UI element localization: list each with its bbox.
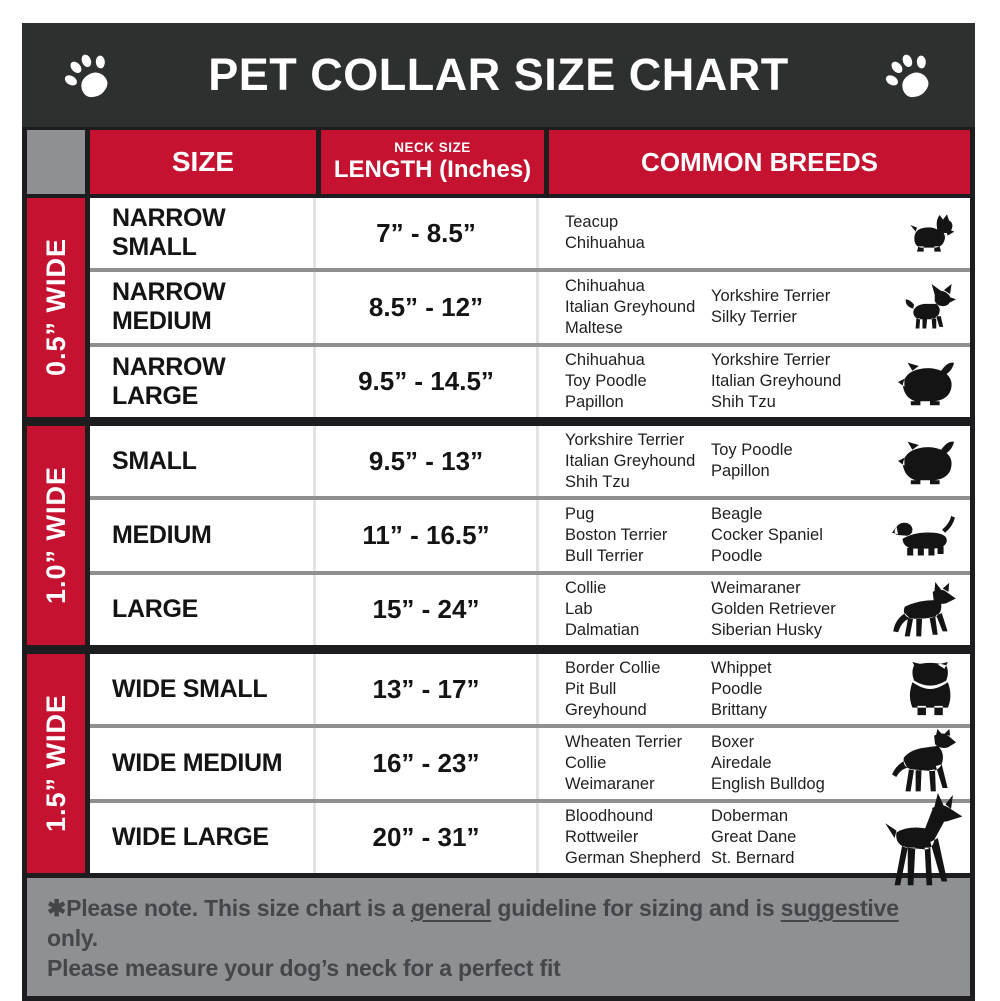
shih-tzu-icon bbox=[898, 437, 956, 485]
size-cell: SMALL bbox=[90, 426, 316, 496]
breeds-cell bbox=[539, 575, 970, 645]
width-band-label: 1.5” WIDE bbox=[40, 694, 71, 833]
neck-size-label: NECK SIZE bbox=[394, 140, 471, 155]
breed-name: Boston Terrier bbox=[565, 525, 668, 544]
width-band-label: 1.0” WIDE bbox=[40, 466, 71, 605]
width-band bbox=[27, 654, 85, 873]
page-title: PET COLLAR SIZE CHART bbox=[208, 49, 789, 100]
breed-name: Beagle bbox=[711, 504, 763, 523]
group-rows bbox=[90, 198, 970, 417]
neck-length-cell: 7” - 8.5” bbox=[316, 198, 539, 268]
breed-name: Siberian Husky bbox=[711, 621, 822, 640]
breed-name: Bull Terrier bbox=[565, 546, 644, 565]
breeds-cell bbox=[539, 500, 970, 570]
size-cell: WIDE LARGE bbox=[90, 803, 316, 873]
breeds-cell bbox=[539, 654, 970, 724]
bulldog-icon bbox=[904, 662, 956, 716]
neck-length-cell: 9.5” - 14.5” bbox=[316, 347, 539, 417]
breed-name: Papillon bbox=[711, 462, 770, 481]
neck-length-cell: 8.5” - 12” bbox=[316, 272, 539, 342]
size-cell: WIDE MEDIUM bbox=[90, 728, 316, 798]
yorkshire-terrier-icon bbox=[909, 213, 956, 253]
breed-name: Weimaraner bbox=[565, 774, 655, 793]
breed-name: Collie bbox=[565, 579, 607, 598]
breed-name: Teacup bbox=[565, 213, 619, 232]
breed-name: Pug bbox=[565, 504, 595, 523]
breed-name: Chihuahua bbox=[565, 276, 645, 295]
size-cell: WIDE SMALL bbox=[90, 654, 316, 724]
breed-name: Maltese bbox=[565, 318, 623, 337]
breeds-list-left bbox=[565, 212, 711, 254]
column-header-neck-size bbox=[321, 130, 544, 194]
breed-name: Shih Tzu bbox=[711, 393, 776, 412]
breeds-cell bbox=[539, 272, 970, 342]
breed-name: Silky Terrier bbox=[711, 308, 797, 327]
breed-name: Toy Poodle bbox=[565, 372, 647, 391]
breed-name: Poodle bbox=[711, 546, 763, 565]
size-chart-sheet bbox=[22, 23, 975, 1001]
breed-name: Yorkshire Terrier bbox=[711, 287, 831, 306]
table-row bbox=[90, 654, 970, 724]
breed-name: German Shepherd bbox=[565, 849, 701, 868]
breed-name: Shih Tzu bbox=[565, 472, 630, 491]
breed-name: Italian Greyhound bbox=[565, 297, 696, 316]
underlined-word: suggestive bbox=[780, 895, 899, 921]
width-group bbox=[27, 198, 970, 417]
pit-bull-icon bbox=[887, 729, 956, 793]
breed-name: Yorkshire Terrier bbox=[565, 430, 685, 449]
breed-name: Poodle bbox=[711, 679, 763, 698]
neck-length-cell: 13” - 17” bbox=[316, 654, 539, 724]
neck-length-cell: 9.5” - 13” bbox=[316, 426, 539, 496]
breed-name: Cocker Spaniel bbox=[711, 525, 823, 544]
breeds-list-left bbox=[565, 350, 711, 413]
breed-name: Italian Greyhound bbox=[565, 451, 696, 470]
breed-name: English Bulldog bbox=[711, 774, 825, 793]
breed-name: Border Collie bbox=[565, 658, 661, 677]
paw-print-icon bbox=[60, 47, 116, 103]
column-header-size: SIZE bbox=[90, 130, 316, 194]
table-row bbox=[90, 272, 970, 342]
group-rows bbox=[90, 654, 970, 873]
table-row bbox=[90, 803, 970, 873]
breed-name: Lab bbox=[565, 600, 593, 619]
footer-note bbox=[27, 878, 970, 996]
breed-name: Weimaraner bbox=[711, 579, 801, 598]
chihuahua-icon bbox=[901, 284, 956, 330]
breeds-cell bbox=[539, 803, 970, 873]
table-row bbox=[90, 426, 970, 496]
neck-length-cell: 15” - 24” bbox=[316, 575, 539, 645]
breed-name: Bloodhound bbox=[565, 807, 654, 826]
breed-name: Pit Bull bbox=[565, 679, 617, 698]
breed-name: Dalmatian bbox=[565, 621, 640, 640]
width-group bbox=[27, 654, 970, 873]
title-bar bbox=[22, 23, 975, 127]
size-cell: LARGE bbox=[90, 575, 316, 645]
width-band bbox=[27, 198, 85, 417]
table-row bbox=[90, 728, 970, 798]
breeds-list-left bbox=[565, 276, 711, 339]
breed-name: Chihuahua bbox=[565, 234, 645, 253]
breeds-list-left bbox=[565, 578, 711, 641]
footer-note-line2: Please measure your dog’s neck for a perfect fit bbox=[47, 955, 561, 981]
table-row bbox=[90, 198, 970, 268]
paw-print-icon bbox=[881, 47, 937, 103]
breed-name: Doberman bbox=[711, 807, 789, 826]
table-header-row bbox=[27, 130, 970, 194]
breed-name: Yorkshire Terrier bbox=[711, 351, 831, 370]
breed-name: Brittany bbox=[711, 700, 767, 719]
breed-name: Chihuahua bbox=[565, 351, 645, 370]
breeds-list-left bbox=[565, 806, 711, 869]
breed-name: Whippet bbox=[711, 658, 772, 677]
breeds-cell bbox=[539, 347, 970, 417]
breeds-list-left bbox=[565, 732, 711, 795]
width-band-label: 0.5” WIDE bbox=[40, 238, 71, 377]
width-group bbox=[27, 426, 970, 645]
breeds-list-left bbox=[565, 504, 711, 567]
table-row bbox=[90, 500, 970, 570]
table-row bbox=[90, 575, 970, 645]
doberman-icon bbox=[872, 793, 962, 889]
size-cell: NARROW SMALL bbox=[90, 198, 316, 268]
underlined-word: general bbox=[410, 895, 492, 921]
breeds-list-left bbox=[565, 430, 711, 493]
breeds-cell bbox=[539, 198, 970, 268]
neck-length-cell: 16” - 23” bbox=[316, 728, 539, 798]
breeds-cell bbox=[539, 728, 970, 798]
neck-length-cell: 20” - 31” bbox=[316, 803, 539, 873]
corner-cell bbox=[27, 130, 85, 194]
german-shepherd-icon bbox=[885, 582, 956, 638]
breed-name: Toy Poodle bbox=[711, 441, 793, 460]
breed-name: Italian Greyhound bbox=[711, 372, 842, 391]
breed-name: Rottweiler bbox=[565, 828, 639, 847]
group-rows bbox=[90, 426, 970, 645]
table-body bbox=[27, 198, 970, 873]
breed-name: Wheaten Terrier bbox=[565, 732, 683, 751]
breed-name: Papillon bbox=[565, 393, 624, 412]
dachshund-icon bbox=[892, 513, 956, 557]
column-header-common-breeds: COMMON BREEDS bbox=[549, 130, 970, 194]
breed-name: Golden Retriever bbox=[711, 600, 836, 619]
shih-tzu-icon bbox=[898, 358, 956, 406]
neck-length-cell: 11” - 16.5” bbox=[316, 500, 539, 570]
breeds-list-left bbox=[565, 658, 711, 721]
width-band bbox=[27, 426, 85, 645]
size-cell: MEDIUM bbox=[90, 500, 316, 570]
breeds-cell bbox=[539, 426, 970, 496]
breed-name: Collie bbox=[565, 753, 607, 772]
breed-name: Greyhound bbox=[565, 700, 647, 719]
table-row bbox=[90, 347, 970, 417]
size-cell: NARROW LARGE bbox=[90, 347, 316, 417]
size-cell: NARROW MEDIUM bbox=[90, 272, 316, 342]
length-inches-label: LENGTH (Inches) bbox=[333, 156, 532, 183]
breed-name: Airedale bbox=[711, 753, 772, 772]
breed-name: St. Bernard bbox=[711, 849, 795, 868]
footer-note-line1: ✱Please note. This size chart is a general guideline for sizing and is suggestive only. bbox=[47, 895, 899, 951]
breed-name: Boxer bbox=[711, 732, 755, 751]
breed-name: Great Dane bbox=[711, 828, 797, 847]
